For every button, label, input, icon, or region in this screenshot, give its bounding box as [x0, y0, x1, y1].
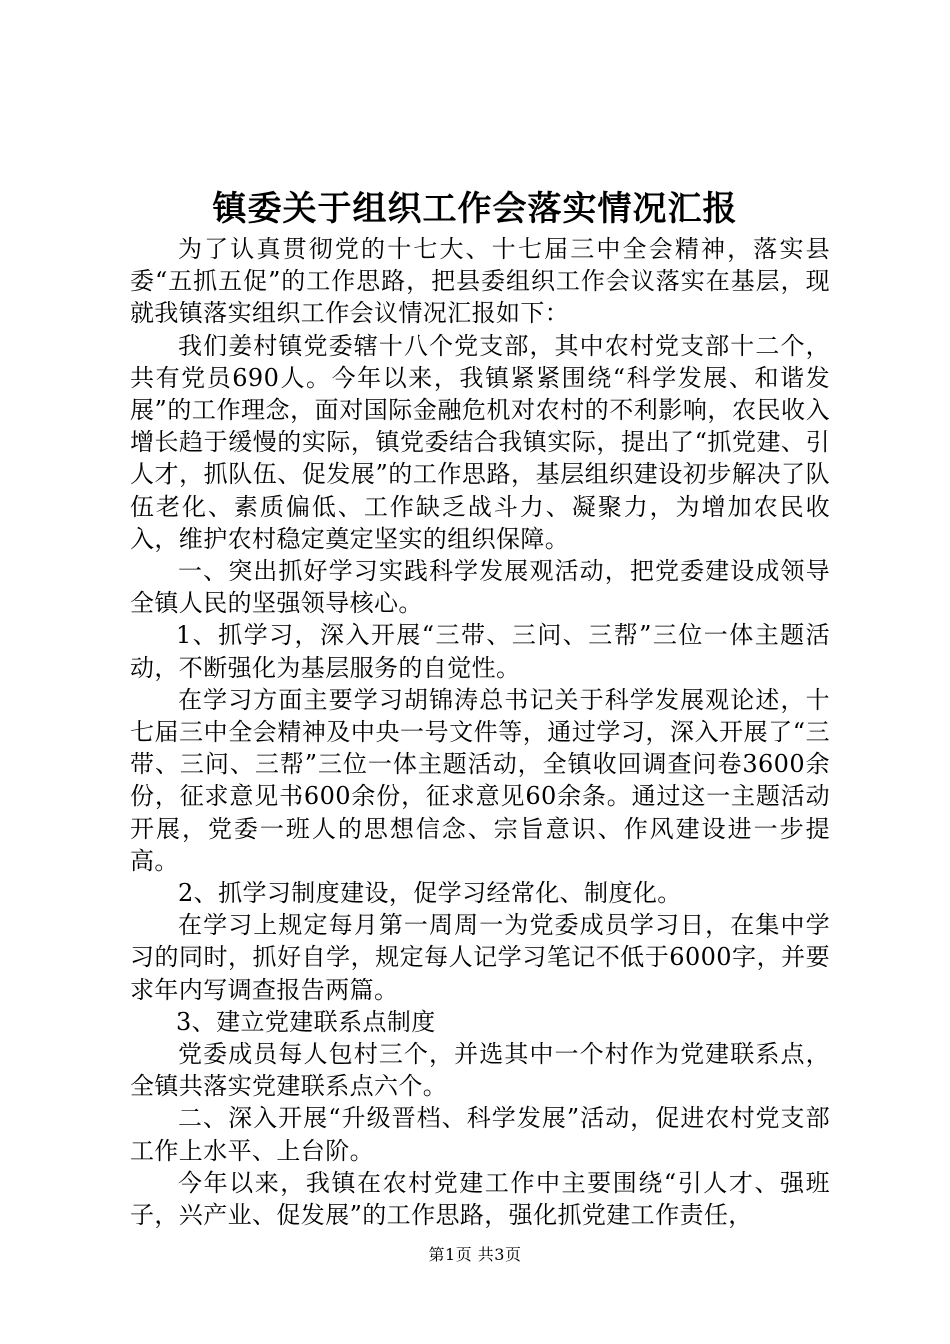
- subsection-heading-2: 2、抓学习制度建设，促学习经常化、制度化。: [178, 879, 682, 908]
- paragraph-intro: 为了认真贯彻党的十七大、十七届三中全会精神，落实县委“五抓五促”的工作思路，把县委组织工作会议落实在基层，现就我镇落实组织工作会议情况汇报如下：: [130, 235, 830, 328]
- paragraph-rural-party: 今年以来，我镇在农村党建工作中主要围绕“引人才、强班子，兴产业、促发展”的工作思路，强化抓党建工作责任，: [130, 1168, 830, 1230]
- paragraph-study: 在学习方面主要学习胡锦涛总书记关于科学发展观论述，十七届三中全会精神及中央一号文件等，通过学习，深入开展了“三带、三问、三帮”三位一体主题活动，全镇收回调查问卷3600余份，征求意见书600余份，征求意见60余条。通过这一主题活动开展，党委一班人的思想信念、宗旨意识、作风建设进一步提高。: [130, 685, 830, 875]
- document-title: 镇委关于组织工作会落实情况汇报: [212, 189, 738, 229]
- section-heading-1: 一、突出抓好学习实践科学发展观活动，把党委建设成领导全镇人民的坚强领导核心。: [130, 557, 830, 618]
- subsection-heading-3: 3、建立党建联系点制度: [176, 1007, 436, 1036]
- document-body: [130, 233, 830, 1231]
- paragraph-study-system: 在学习上规定每月第一周周一为党委成员学习日，在集中学习的同时，抓好自学，规定每人记学习笔记不低于6000字，并要求年内写调查报告两篇。: [130, 911, 830, 1004]
- section-heading-2: 二、深入开展“升级晋档、科学发展”活动，促进农村党支部工作上水平、上台阶。: [130, 1104, 830, 1165]
- paragraph-contact-points: 党委成员每人包村三个，并选其中一个村作为党建联系点，全镇共落实党建联系点六个。: [130, 1040, 830, 1101]
- paragraph-overview: 我们姜村镇党委辖十八个党支部，其中农村党支部十二个，共有党员690人。今年以来，我镇紧紧围绕“科学发展、和谐发展”的工作理念，面对国际金融危机对农村的不利影响，农民收入增长趋于缓慢的实际，镇党委结合我镇实际，提出了“抓党建、引人才，抓队伍、促发展”的工作思路，基层组织建设初步解决了队伍老化、素质偏低、工作缺乏战斗力、凝聚力，为增加农民收入，维护农村稳定奠定坚实的组织保障。: [130, 331, 830, 553]
- page-number-footer: 第1页 共3页: [428, 1245, 522, 1264]
- subsection-heading-1: 1、抓学习，深入开展“三带、三问、三帮”三位一体主题活动，不断强化为基层服务的自觉性。: [130, 621, 830, 682]
